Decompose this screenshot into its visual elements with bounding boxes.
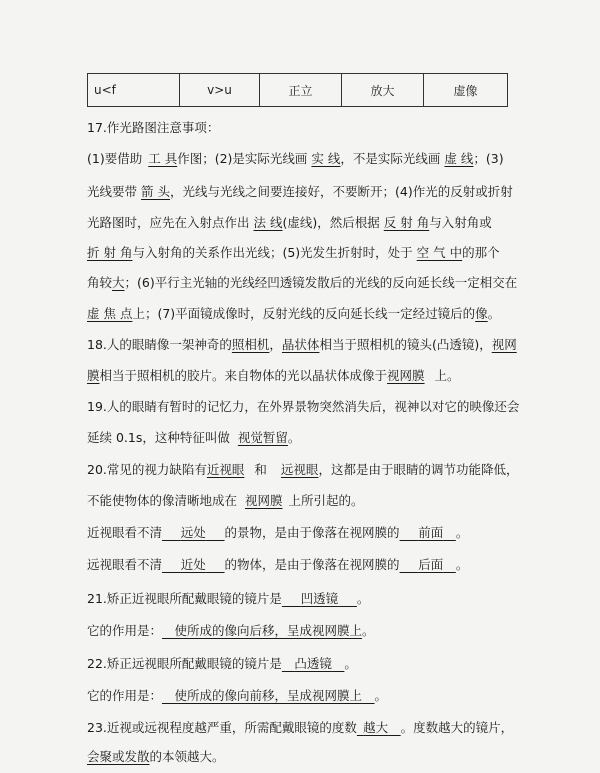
- answer-blank: 使所成的像向前移，呈成视网膜上: [174, 688, 363, 703]
- table-cell-size: 放大: [342, 74, 424, 107]
- table-row: [88, 74, 508, 107]
- answer-blank: 像: [475, 306, 488, 321]
- text: 。: [362, 623, 375, 638]
- paragraph-line: [87, 492, 364, 510]
- answer-blank: 空 气 中: [416, 245, 463, 260]
- answer-blank: 视网: [491, 337, 517, 352]
- text: 22.矫正远视眼所配戴眼镜的镜片是: [87, 656, 282, 671]
- answer-blank: 工 具: [148, 151, 178, 166]
- answer-blank: 远视眼: [280, 462, 319, 477]
- text: 的那个: [462, 245, 500, 260]
- answer-blank: 凸透镜: [294, 656, 332, 671]
- text: 上所引起的。: [288, 493, 364, 508]
- paragraph-line: [87, 748, 225, 766]
- paragraph-line: [87, 183, 513, 201]
- paragraph-line: [87, 244, 500, 262]
- text: 延续 0.1s，这种特征叫做: [87, 430, 230, 445]
- text: 的景物，是由于像落在视网膜的: [224, 525, 400, 540]
- paragraph-line: [87, 622, 375, 640]
- table-cell-image-distance: v>u: [180, 74, 260, 107]
- paragraph-line: [87, 655, 357, 673]
- text: 。度数越大的镜片，: [400, 720, 514, 735]
- paragraph-line: [87, 336, 517, 354]
- paragraph-line: [87, 429, 300, 447]
- text: ，不是实际光线画: [340, 151, 441, 166]
- answer-blank: 使所成的像向后移，呈成视网膜上: [174, 623, 363, 638]
- answer-blank: 近视眼: [206, 462, 245, 477]
- text: 角较: [87, 275, 113, 290]
- answer-blank: 视觉暂留: [237, 430, 288, 445]
- answer-blank: 大: [112, 275, 125, 290]
- answer-blank: 远处: [180, 525, 206, 540]
- answer-blank: 虚 焦 点: [87, 306, 133, 321]
- text: 。: [287, 430, 301, 445]
- text: 光路图时，应先在入射点作出: [87, 215, 250, 230]
- paragraph-line: [87, 274, 517, 292]
- answer-blank: 法 线: [253, 215, 283, 230]
- answer-blank: 视网膜: [387, 368, 425, 383]
- answer-blank: 前面: [418, 525, 444, 540]
- text: ，: [269, 337, 282, 352]
- answer-blank: 箭 头: [141, 184, 170, 199]
- paragraph-line: [87, 367, 460, 385]
- text: 18.人的眼睛像一架神奇的: [87, 337, 232, 352]
- answer-blank: 凹透镜: [300, 591, 339, 606]
- text: 与入射角或: [429, 215, 492, 230]
- text: 。: [344, 656, 357, 671]
- image-properties-table: [87, 73, 508, 107]
- text: ，这都是由于眼睛的调节功能降低，: [318, 462, 519, 477]
- table-cell-condition: u<f: [88, 74, 180, 107]
- table-cell-orientation: 正立: [260, 74, 342, 107]
- answer-blank: 膜: [87, 368, 100, 383]
- answer-blank: 照相机: [231, 337, 270, 352]
- text: 远视眼看不清: [87, 557, 163, 572]
- text: ，光线与光线之间要连接好，不要断开；(4)作光的反射或折射: [170, 184, 513, 199]
- answer-blank: 反 射 角: [383, 215, 430, 230]
- text: 相当于照相机的胶片。来自物体的光以晶状体成像于: [99, 368, 388, 383]
- text: 21.矫正近视眼所配戴眼镜的镜片是: [87, 591, 282, 606]
- text: 上。: [434, 368, 460, 383]
- text: 的物体，是由于像落在视网膜的: [224, 557, 400, 572]
- text: 。: [455, 557, 469, 572]
- text: 。: [374, 688, 388, 703]
- text: 它的作用是：: [87, 623, 163, 638]
- text: 和: [254, 462, 267, 477]
- text: 的本领越大。: [149, 749, 225, 764]
- table-cell-image-type: 虚像: [424, 74, 508, 107]
- answer-blank: 近处: [180, 557, 206, 572]
- paragraph-line: [87, 461, 518, 479]
- text: 。: [356, 591, 370, 606]
- paragraph-line: [87, 150, 504, 168]
- answer-blank: 折 射 角: [87, 245, 133, 260]
- paragraph-line: [87, 590, 369, 608]
- paragraph-line: [87, 687, 387, 705]
- text: (1)要借助: [87, 151, 143, 166]
- text: 近视眼看不清: [87, 525, 163, 540]
- answer-blank: 实 线: [311, 151, 341, 166]
- answer-blank: 视网膜: [245, 493, 283, 508]
- text: 20.常见的视力缺陷有: [87, 462, 207, 477]
- paragraph-line: [87, 524, 468, 542]
- text: 它的作用是：: [87, 688, 163, 703]
- text: 。: [455, 525, 469, 540]
- answer-blank: 会聚或发散: [87, 749, 150, 764]
- text: 23.近视或远视程度越严重，所需配戴眼镜的度数: [87, 720, 357, 735]
- text: ；(3): [473, 151, 504, 166]
- text: 。: [487, 306, 501, 321]
- text: 相当于照相机的镜头(凸透镜)，: [319, 337, 492, 352]
- text: 作图；(2)是实际光线画: [177, 151, 308, 166]
- text: 光线要带: [87, 184, 138, 199]
- text: 上；(7)平面镜成像时，反射光线的反向延长线一定经过镜后的: [132, 306, 476, 321]
- text: (虚线)，然后根据: [282, 215, 380, 230]
- paragraph-line: [87, 214, 492, 232]
- text: 与入射角的关系作出光线；(5)光发生折射时，处于: [132, 245, 413, 260]
- answer-blank: 晶状体: [281, 337, 320, 352]
- answer-blank: 后面: [418, 557, 444, 572]
- section-17-title: 17.作光路图注意事项：: [87, 120, 220, 135]
- paragraph-line: [87, 719, 513, 737]
- paragraph-line: [87, 556, 468, 574]
- answer-blank: 虚 线: [444, 151, 474, 166]
- answer-blank: 越大: [363, 720, 389, 735]
- text: ；(6)平行主光轴的光线经凹透镜发散后的光线的反向延长线一定相交在: [124, 275, 518, 290]
- paragraph-line: [87, 305, 500, 323]
- text: 不能使物体的像清晰地成在: [87, 493, 238, 508]
- paragraph-line: 19.人的眼睛有暂时的记忆力，在外界景物突然消失后，视神以对它的映像还会: [87, 399, 520, 414]
